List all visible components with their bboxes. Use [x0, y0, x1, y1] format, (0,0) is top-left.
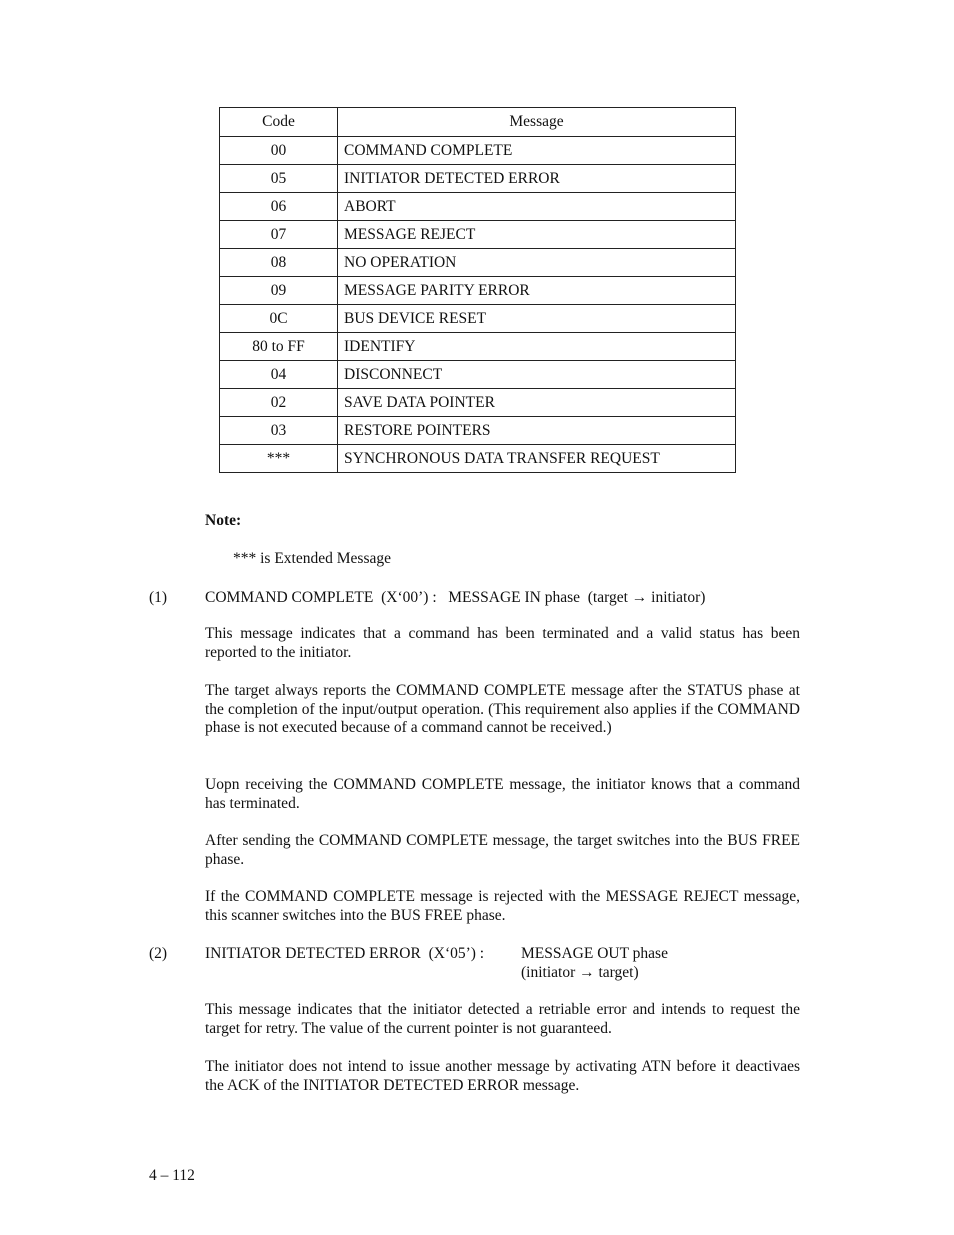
code-cell: 05	[220, 165, 338, 193]
message-cell: SAVE DATA POINTER	[338, 389, 736, 417]
code-cell: 04	[220, 361, 338, 389]
table-row	[220, 277, 736, 305]
section1-heading: COMMAND COMPLETE (X‘00’) : MESSAGE IN phase (target → initiator)	[205, 589, 706, 606]
page-number: 4 – 112	[149, 1167, 195, 1184]
table-row	[220, 445, 736, 473]
code-cell: 08	[220, 249, 338, 277]
message-cell: IDENTIFY	[338, 333, 736, 361]
message-column-header: Message	[338, 108, 736, 137]
section2-number: (2)	[149, 945, 168, 962]
note-text: *** is Extended Message	[233, 550, 391, 567]
table-row	[220, 305, 736, 333]
section1-paragraph: If the COMMAND COMPLETE message is rejected with the MESSAGE REJECT message, this scanner switches into the BUS FREE phase.	[205, 888, 800, 924]
code-cell: 07	[220, 221, 338, 249]
section1-paragraph: Uopn receiving the COMMAND COMPLETE message, the initiator knows that a command has terminated.	[205, 776, 800, 812]
table-row	[220, 249, 736, 277]
code-cell: 0C	[220, 305, 338, 333]
table-header-row	[220, 108, 736, 137]
table-row	[220, 389, 736, 417]
table-row	[220, 193, 736, 221]
table-row	[220, 221, 736, 249]
message-cell: MESSAGE REJECT	[338, 221, 736, 249]
message-cell: COMMAND COMPLETE	[338, 137, 736, 165]
message-code-table	[219, 107, 736, 473]
code-cell: 09	[220, 277, 338, 305]
message-cell: RESTORE POINTERS	[338, 417, 736, 445]
section2-paragraph: This message indicates that the initiator detected a retriable error and intends to request the target for retry. The value of the current pointer is not guaranteed.	[205, 1001, 800, 1037]
table-row	[220, 417, 736, 445]
code-cell: 03	[220, 417, 338, 445]
code-cell: 80 to FF	[220, 333, 338, 361]
section2-direction: (initiator → target)	[521, 964, 639, 981]
section1-paragraph: After sending the COMMAND COMPLETE message, the target switches into the BUS FREE phase.	[205, 832, 800, 868]
section2-paragraph: The initiator does not intend to issue another message by activating ATN before it deactivaes the ACK of the INITIATOR DETECTED ERROR message.	[205, 1058, 800, 1094]
section1-paragraph: The target always reports the COMMAND COMPLETE message after the STATUS phase at the completion of the input/output operation. (This requirement also applies if the COMMAND phase is not executed because of a command cannot be received.)	[205, 682, 800, 737]
code-cell: 06	[220, 193, 338, 221]
table-row	[220, 333, 736, 361]
section2-phase: MESSAGE OUT phase	[521, 945, 668, 962]
message-cell: MESSAGE PARITY ERROR	[338, 277, 736, 305]
message-cell: ABORT	[338, 193, 736, 221]
table-body	[220, 137, 736, 473]
section2-heading: INITIATOR DETECTED ERROR (X‘05’) :	[205, 945, 485, 962]
message-cell: SYNCHRONOUS DATA TRANSFER REQUEST	[338, 445, 736, 473]
message-cell: DISCONNECT	[338, 361, 736, 389]
code-column-header: Code	[220, 108, 338, 137]
code-cell: ***	[220, 445, 338, 473]
table-row	[220, 137, 736, 165]
note-title: Note:	[205, 512, 242, 529]
code-cell: 02	[220, 389, 338, 417]
section1-number: (1)	[149, 589, 168, 606]
section1-paragraph: This message indicates that a command has been terminated and a valid status has been reported to the initiator.	[205, 625, 800, 661]
message-cell: BUS DEVICE RESET	[338, 305, 736, 333]
code-cell: 00	[220, 137, 338, 165]
message-cell: NO OPERATION	[338, 249, 736, 277]
message-cell: INITIATOR DETECTED ERROR	[338, 165, 736, 193]
table-row	[220, 165, 736, 193]
table-row	[220, 361, 736, 389]
